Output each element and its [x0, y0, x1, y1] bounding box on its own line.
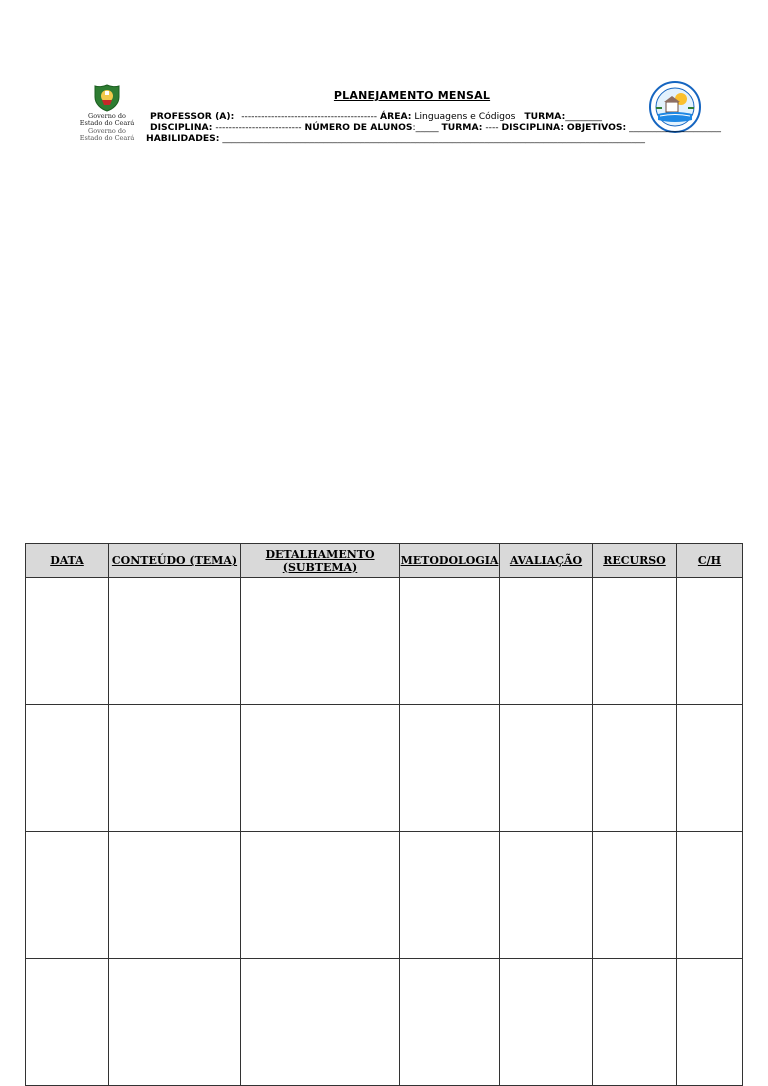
estado-text-2: Estado do Ceará [79, 134, 135, 142]
cell-data[interactable] [26, 832, 109, 959]
header-metodologia: METODOLOGIA [400, 544, 500, 578]
header-line-3 [146, 133, 645, 144]
table-row [26, 959, 743, 1086]
cell-recurso[interactable] [593, 578, 677, 705]
turma2-field: ---- [485, 122, 499, 133]
table-row [26, 705, 743, 832]
table-row [26, 578, 743, 705]
header-line-2 [150, 122, 721, 133]
table-body [26, 578, 743, 1086]
cell-ch[interactable] [677, 705, 743, 832]
turma-field: ________ [565, 111, 602, 122]
cell-data[interactable] [26, 578, 109, 705]
professor-field: ----------------------------------------- [241, 111, 378, 122]
cell-data[interactable] [26, 959, 109, 1086]
cell-detalhamento[interactable] [241, 832, 400, 959]
cell-conteudo[interactable] [109, 832, 241, 959]
cell-ch[interactable] [677, 578, 743, 705]
cell-metodologia[interactable] [400, 959, 500, 1086]
cell-ch[interactable] [677, 959, 743, 1086]
cell-ch[interactable] [677, 832, 743, 959]
cell-data[interactable] [26, 705, 109, 832]
cell-avaliacao[interactable] [500, 578, 593, 705]
header-avaliacao: AVALIAÇÃO [500, 544, 593, 578]
table-header-row [26, 544, 743, 578]
numero-alunos-field: :_____ [412, 122, 439, 133]
estado-text-1: Estado do Ceará [79, 119, 135, 127]
header-recurso: RECURSO [593, 544, 677, 578]
header-data: DATA [26, 544, 109, 578]
header-detalhamento-line2: (SUBTEMA) [282, 560, 358, 574]
header-detalhamento [241, 544, 400, 578]
area-label: ÁREA: [380, 111, 412, 122]
cell-metodologia[interactable] [400, 578, 500, 705]
turma-label: TURMA: [524, 111, 566, 122]
cell-recurso[interactable] [593, 705, 677, 832]
header-conteudo: CONTEÚDO (TEMA) [109, 544, 241, 578]
cell-detalhamento[interactable] [241, 959, 400, 1086]
cell-avaliacao[interactable] [500, 832, 593, 959]
header-detalhamento-line1: DETALHAMENTO [265, 547, 375, 561]
cell-recurso[interactable] [593, 832, 677, 959]
habilidades-field: ____________________________________________________________________________________________ [222, 133, 645, 144]
numero-alunos-label: NÚMERO DE ALUNOS [304, 122, 413, 133]
cell-conteudo[interactable] [109, 959, 241, 1086]
governo-text-1: Governo do [88, 112, 126, 120]
objetivos-field: ____________________ [629, 122, 721, 133]
governo-text-2: Governo do [88, 127, 126, 135]
table-row [26, 832, 743, 959]
disciplina-label: DISCIPLINA: [150, 122, 213, 133]
disciplina-field: -------------------------- [215, 122, 302, 133]
cell-recurso[interactable] [593, 959, 677, 1086]
turma2-label: TURMA: [441, 122, 483, 133]
cell-metodologia[interactable] [400, 832, 500, 959]
objetivos-label: OBJETIVOS: [566, 122, 627, 133]
cell-metodologia[interactable] [400, 705, 500, 832]
header-line-1 [150, 111, 602, 122]
cell-detalhamento[interactable] [241, 705, 400, 832]
area-value: Linguagens e Códigos [414, 111, 516, 122]
habilidades-label: HABILIDADES: [146, 133, 220, 144]
header-ch: C/H [677, 544, 743, 578]
professor-label: PROFESSOR (A): [150, 111, 235, 122]
page-title: PLANEJAMENTO MENSAL [333, 89, 491, 102]
disciplina2-label: DISCIPLINA: [501, 122, 564, 133]
cell-detalhamento[interactable] [241, 578, 400, 705]
cell-avaliacao[interactable] [500, 959, 593, 1086]
cell-avaliacao[interactable] [500, 705, 593, 832]
cell-conteudo[interactable] [109, 705, 241, 832]
planning-table [25, 543, 743, 1086]
cell-conteudo[interactable] [109, 578, 241, 705]
